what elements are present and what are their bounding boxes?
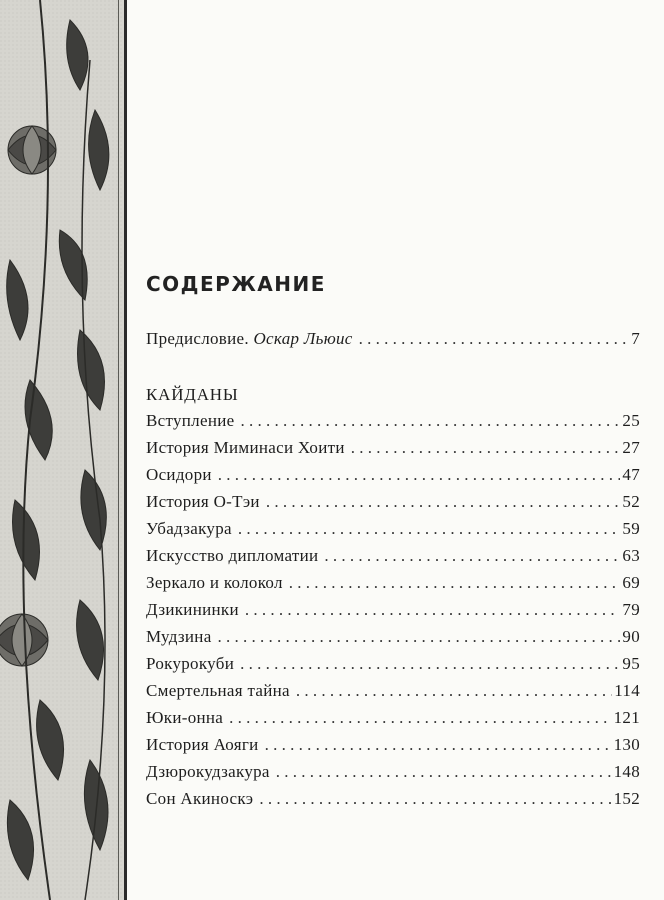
toc-entries [146,407,640,812]
leader-dots [240,650,620,677]
toc-entry[interactable] [146,677,640,704]
toc-entry-title: Убадзакура [146,519,232,538]
toc-entry[interactable] [146,623,640,650]
leader-dots [265,731,612,758]
toc-entry-page: 121 [613,708,640,727]
floral-border [0,0,124,900]
toc-entry-title: Рокурокуби [146,654,235,673]
toc-entry[interactable] [146,407,640,434]
toc-section-heading: КАЙДАНЫ [146,385,239,404]
toc-entry-title: Дзюрокудзакура [146,762,270,781]
toc-entry-page: 27 [622,438,640,457]
toc-entry-page: 79 [622,600,640,619]
toc-entry-title: Мудзина [146,627,212,646]
toc-entry-title: Юки-онна [146,708,224,727]
toc-entry[interactable] [146,785,640,812]
toc-entry[interactable] [146,569,640,596]
toc-entry-page: 114 [614,681,640,700]
toc-entry-page: 130 [613,735,640,754]
toc-entry-page: 152 [613,789,640,808]
leader-dots [289,569,621,596]
toc-entry-title: Искусство дипломатии [146,546,319,565]
toc-entry[interactable] [146,758,640,785]
border-divider-thin [118,0,119,900]
preface-author: Оскар Льюис [253,329,353,348]
toc-entry-page: 148 [613,762,640,781]
toc-entry[interactable] [146,542,640,569]
toc-entry-title: Предисловие. Оскар Льюис [146,329,353,348]
toc-entry-title: Дзикининки [146,600,239,619]
toc-entry[interactable] [146,731,640,758]
leader-dots [229,704,611,731]
leader-dots [266,488,621,515]
leader-dots [245,596,621,623]
toc-entry[interactable] [146,515,640,542]
leader-dots [296,677,612,704]
table-of-contents [146,268,640,812]
toc-entry-page: 47 [622,465,640,484]
toc-entry-title: Зеркало и колокол [146,573,283,592]
toc-entry-title: Сон Акиноскэ [146,789,254,808]
leader-dots [240,407,620,434]
border-divider [124,0,127,900]
toc-entry[interactable] [146,488,640,515]
toc-entry-page: 69 [622,573,640,592]
toc-entry-page: 90 [622,627,640,646]
toc-entry-title: Смертельная тайна [146,681,290,700]
toc-entry-page: 52 [622,492,640,511]
leader-dots [276,758,612,785]
leader-dots [324,542,620,569]
toc-entry-title: История О-Тэи [146,492,260,511]
toc-entry-preface[interactable] [146,325,640,352]
toc-entry-title: История Миминаси Хоити [146,438,345,457]
toc-entry-title: Вступление [146,411,235,430]
toc-entry[interactable] [146,434,640,461]
toc-entry-page: 25 [622,411,640,430]
toc-entry[interactable] [146,704,640,731]
toc-entry-page: 59 [622,519,640,538]
leader-dots [259,785,611,812]
leader-dots [351,434,621,461]
leader-dots [218,623,621,650]
leader-dots [238,515,621,542]
leader-dots [359,325,630,352]
toc-entry-page: 63 [622,546,640,565]
leader-dots [218,461,621,488]
toc-heading: СОДЕРЖАНИЕ [146,272,326,296]
toc-entry-page: 95 [622,654,640,673]
floral-illustration [0,0,124,900]
toc-entry[interactable] [146,650,640,677]
toc-entry[interactable] [146,596,640,623]
toc-entry-title: История Аояги [146,735,259,754]
toc-entry-title: Осидори [146,465,212,484]
toc-entry-page: 7 [631,329,640,348]
toc-entry[interactable] [146,461,640,488]
